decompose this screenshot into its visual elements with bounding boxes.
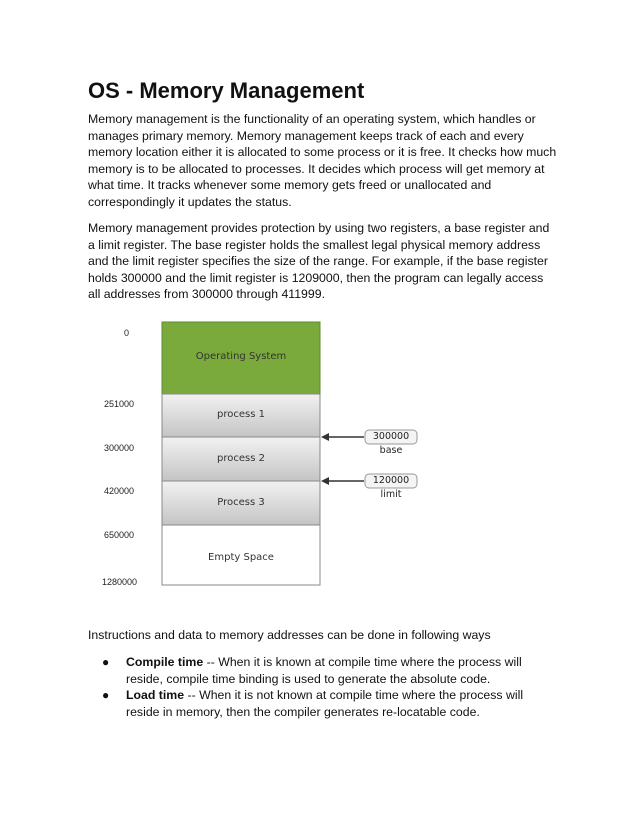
address-label: 420000 <box>104 486 135 496</box>
list-item-text: -- When it is known at compile time where the process will reside, compile time binding is used to generate the absolute code. <box>126 655 522 686</box>
address-label: 1280000 <box>102 577 138 587</box>
protection-paragraph: Memory management provides protection by using two registers, a base register and a limit register. The base register holds the smallest legal physical memory address and the limit register specifies the size of the range. For example, if the base register holds 300000 and the limit register is 1209000, then the program can legally access all addresses from 300000 through 411999. <box>88 221 550 302</box>
os-block-label: Operating System <box>195 351 287 362</box>
memory-diagram <box>88 300 558 600</box>
process-3-label: Process 3 <box>217 497 265 508</box>
bullet-icon: ● <box>102 688 110 703</box>
intro-paragraph: Memory management is the functionality of an operating system, which handles or manages primary memory. Memory management keeps track of each and every memory location either it is allocated to some process or it is free. It checks how much memory is to be allocated to processes. It decides which process will get memory at what time. It tracks whenever some memory gets freed or unallocated and correspondingly it updates the status. <box>88 112 557 209</box>
memory-diagram-graphic <box>88 300 558 600</box>
limit-arrow-head <box>321 477 329 485</box>
address-label: 251000 <box>104 399 135 409</box>
address-label: 0 <box>124 328 130 338</box>
empty-space-label: Empty Space <box>208 552 274 563</box>
base-arrow-head <box>321 433 329 441</box>
page-title: OS - Memory Management <box>88 78 365 103</box>
address-label: 300000 <box>104 443 135 453</box>
address-label: 650000 <box>104 530 135 540</box>
process-1-label: process 1 <box>217 409 265 420</box>
list-item <box>88 687 558 720</box>
bullet-icon: ● <box>102 655 110 669</box>
list-item-term: Load time <box>126 688 185 703</box>
ways-paragraph: Instructions and data to memory addresses can be done in following ways <box>88 628 491 642</box>
limit-register-label: limit <box>380 489 402 500</box>
list-item-term: Compile time <box>126 655 204 669</box>
process-2-label: process 2 <box>217 453 265 464</box>
base-register-value: 300000 <box>372 431 410 442</box>
list-item-text: -- When it is not known at compile time where the process will reside in memory, then the compiler generates re-locatable code. <box>126 688 524 719</box>
base-register-label: base <box>379 445 403 456</box>
list-item <box>88 654 558 687</box>
limit-register-value: 120000 <box>372 475 410 486</box>
binding-list <box>88 654 558 720</box>
